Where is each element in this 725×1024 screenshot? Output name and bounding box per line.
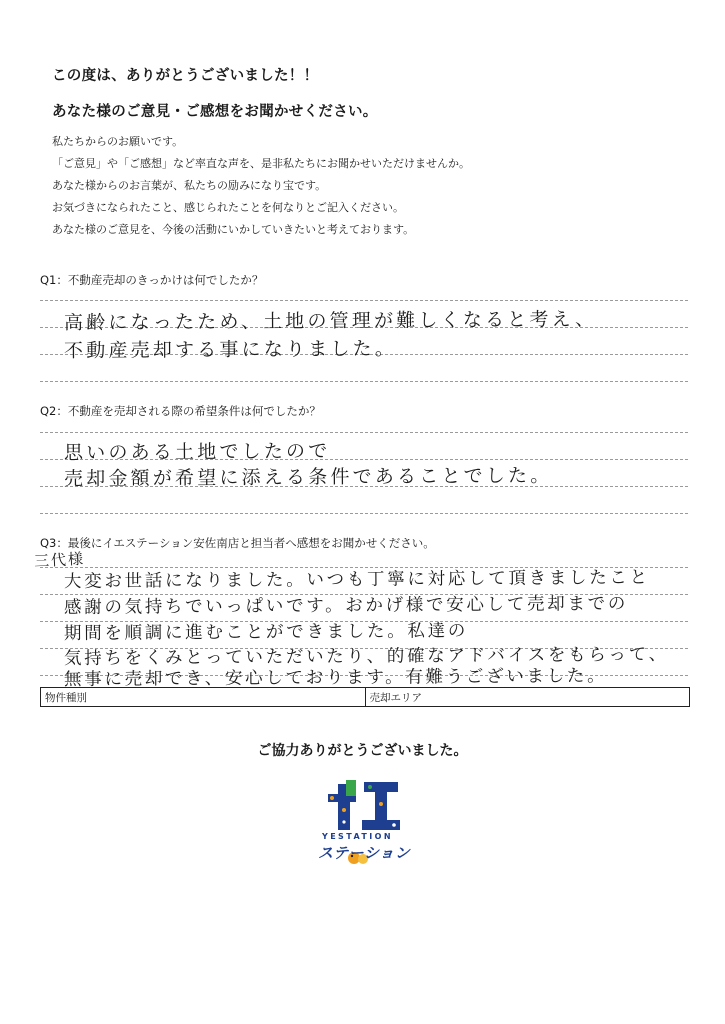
property-type-label: 物件種別 <box>45 692 87 704</box>
property-info-table <box>40 687 690 707</box>
intro-line: 「ご意見」や「ご感想」など率直な声を、是非私たちにお聞かせいただけませんか。 <box>52 157 470 170</box>
q3-answer-line: 無事に売却でき、安心しております。有難うございました。 <box>63 666 608 690</box>
q3-answer-line: 期間を順調に進むことができました。私達の <box>63 621 469 644</box>
intro-line: あなた様のご意見を、今後の活動にいかしていきたいと考えております。 <box>52 223 415 236</box>
q1-question: Q1：不動産売却のきっかけは何でしたか？ <box>40 273 264 287</box>
q2-answer-line: 売却金額が希望に添える条件であることでした。 <box>63 464 553 490</box>
q3-answer-line: 感謝の気持ちでいっぱいです。おかげ様で安心して売却までの <box>63 594 629 618</box>
logo-name: ステーション <box>318 844 411 862</box>
closing-thanks: ご協力ありがとうございました。 <box>257 743 468 759</box>
q2-question: Q2：不動産を売却される際の希望条件は何でしたか？ <box>40 404 321 418</box>
thanks-heading: この度は、ありがとうございました！！ <box>52 68 319 84</box>
q3-answer-line: 大変お世話になりました。いつも丁寧に対応して頂きましたこと <box>63 567 650 592</box>
request-heading: あなた様のご意見・ご感想をお聞かせください。 <box>52 104 378 120</box>
intro-line: 私たちからのお願いです。 <box>52 135 184 148</box>
answer-rule <box>40 432 688 433</box>
respondent-name: 三代様 <box>33 549 86 571</box>
sale-area-label: 売却エリア <box>365 688 690 706</box>
q3-question: Q3：最後にイエステーション安佐南店と担当者へ感想をお聞かせください。 <box>40 536 435 550</box>
q2-answer-line: 思いのある土地でしたので <box>63 440 331 464</box>
logo-subtitle: YESTATION <box>322 832 393 841</box>
answer-rule <box>40 381 688 382</box>
answer-rule <box>40 300 688 301</box>
intro-line: あなた様からのお言葉が、私たちの励みになり宝です。 <box>52 179 327 192</box>
q1-answer-line: 高齢になったため、土地の管理が難しくなると考え、 <box>63 308 598 334</box>
intro-line: お気づきになられたこと、感じられたことを何なりとご記入ください。 <box>52 201 404 214</box>
answer-rule <box>40 513 688 514</box>
logo-mark-i <box>328 780 356 830</box>
intro-text <box>52 131 470 241</box>
q3-answer-line: 気持ちをくみとっていただいたり、的確なアドバイスをもらって、 <box>63 644 669 669</box>
q1-answer-line: 不動産売却する事になりました。 <box>63 337 398 362</box>
logo-mark-e <box>362 782 400 830</box>
